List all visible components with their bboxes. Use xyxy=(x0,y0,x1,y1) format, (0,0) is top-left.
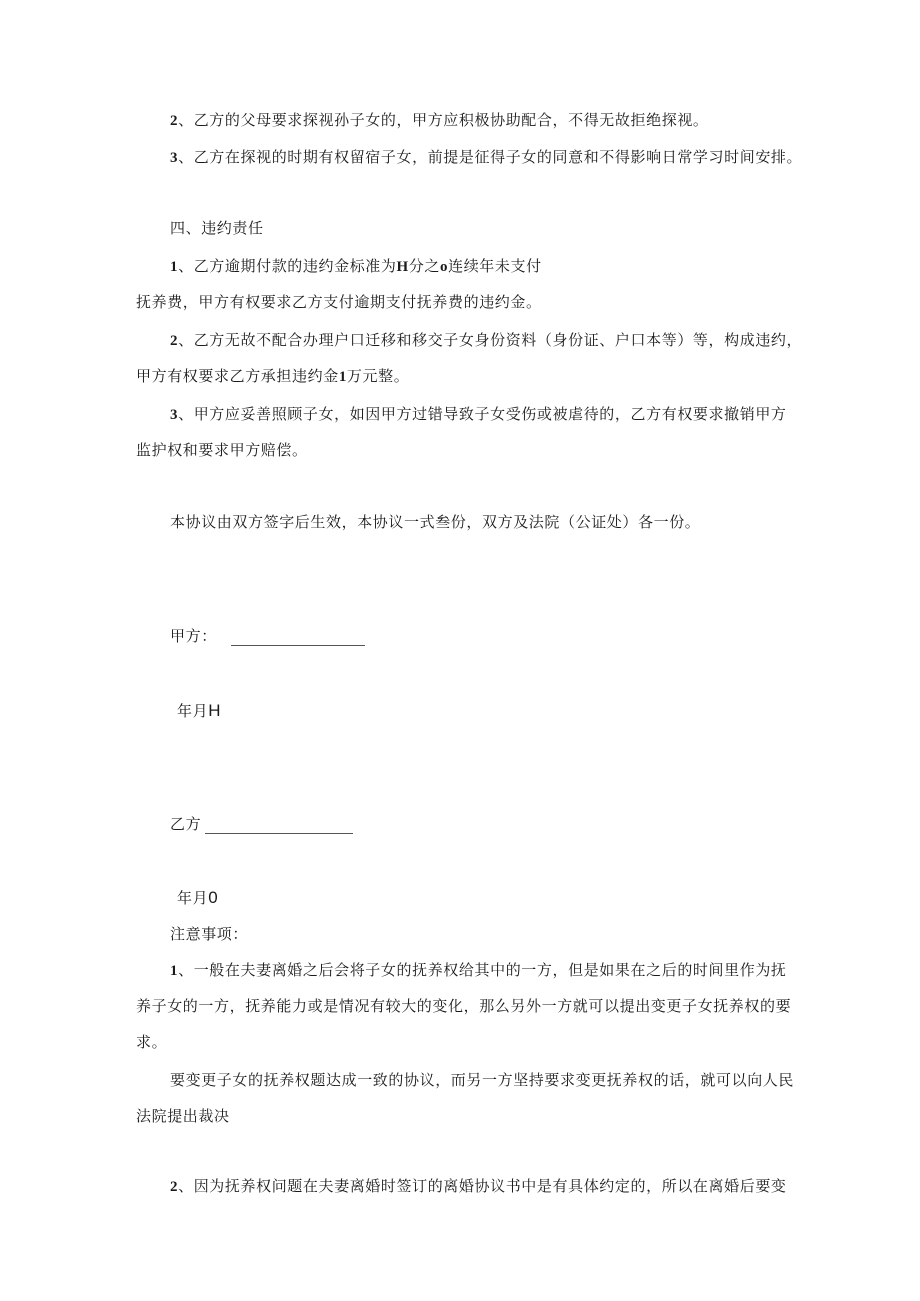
item-text: 、乙方逾期付款的违约金标准为 xyxy=(178,257,397,275)
party-b-signature-line xyxy=(205,819,353,834)
item-number: 3 xyxy=(170,150,179,166)
amount-number: 1 xyxy=(338,369,347,385)
visitation-item-2 xyxy=(170,110,709,131)
item-number: 1 xyxy=(170,963,179,979)
item-number: 2 xyxy=(170,333,179,349)
breach-item-2-line-2 xyxy=(136,366,409,387)
party-b-date xyxy=(177,888,218,908)
item-text: 、乙方无故不配合办理户口迁移和移交子女身份资料（身份证、户口本等）等，构成违约， xyxy=(178,331,803,349)
item-text: 、甲方应妥善照顾子女，如因甲方过错导致子女受伤或被虐待的，乙方有权要求撤销甲方 xyxy=(178,405,787,423)
notes-item-1-line-2: 养子女的一方，抚养能力或是情况有较大的变化，那么另外一方就可以提出变更子女抚养权的要 xyxy=(136,997,792,1015)
item-text: 、乙方的父母要求探视孙子女的，甲方应积极协助配合，不得无故拒绝探视。 xyxy=(178,111,709,129)
breach-item-1-line-2: 抚养费，甲方有权要求乙方支付逾期支付抚养费的违约金。 xyxy=(136,293,542,311)
party-a-signature-row xyxy=(170,626,365,646)
item-number: 2 xyxy=(170,113,179,129)
item-number: 3 xyxy=(170,407,179,423)
item-number: 1 xyxy=(170,259,179,275)
party-a-date xyxy=(177,701,221,721)
date-mark: 0 xyxy=(208,888,219,907)
party-b-label: 乙方 xyxy=(170,815,202,833)
party-a-label: 甲方： xyxy=(170,627,217,645)
garbled-mark: H xyxy=(396,259,409,275)
notes-heading: 注意事项： xyxy=(170,925,249,943)
item-text: 万元整。 xyxy=(346,367,410,385)
notes-item-1-line-1 xyxy=(170,960,787,981)
effect-clause: 本协议由双方签字后生效，本协议一式叁份，双方及法院（公证处）各一份。 xyxy=(170,513,701,531)
breach-item-3-line-2: 监护权和要求甲方赔偿。 xyxy=(136,441,308,459)
section-heading-breach: 四、违约责任 xyxy=(170,219,264,237)
item-text: 、一般在夫妻离婚之后会将子女的抚养权给其中的一方，但是如果在之后的时间里作为抚 xyxy=(178,961,787,979)
item-text: 、乙方在探视的时期有权留宿子女，前提是征得子女的同意和不得影响日常学习时间安排。 xyxy=(178,148,803,166)
item-text: 、因为抚养权问题在夫妻离婚时签订的离婚协议书中是有具体约定的，所以在离婚后要变 xyxy=(178,1177,787,1195)
item-text: 连续年未支付 xyxy=(448,257,542,275)
item-number: 2 xyxy=(170,1179,179,1195)
breach-item-3-line-1 xyxy=(170,404,787,425)
visitation-item-3 xyxy=(170,147,802,168)
party-a-signature-line xyxy=(231,631,365,646)
date-label: 年月 xyxy=(177,889,209,907)
garbled-mark: o xyxy=(440,259,449,275)
date-mark: H xyxy=(208,701,222,720)
notes-item-2-line-1 xyxy=(170,1176,787,1197)
breach-item-1-line-1 xyxy=(170,256,542,277)
breach-item-2-line-1 xyxy=(170,330,802,351)
item-text: 分之 xyxy=(408,257,440,275)
notes-item-1-line-3: 求。 xyxy=(136,1033,168,1051)
notes-paragraph-line-2: 法院提出裁决 xyxy=(136,1107,230,1125)
notes-paragraph-line-1: 要变更子女的抚养权题达成一致的协议，而另一方坚持要求变更抚养权的话，就可以向人民 xyxy=(170,1071,795,1089)
party-b-signature-row xyxy=(170,814,353,834)
item-text: 甲方有权要求乙方承担违约金 xyxy=(136,367,339,385)
date-label: 年月 xyxy=(177,702,209,720)
